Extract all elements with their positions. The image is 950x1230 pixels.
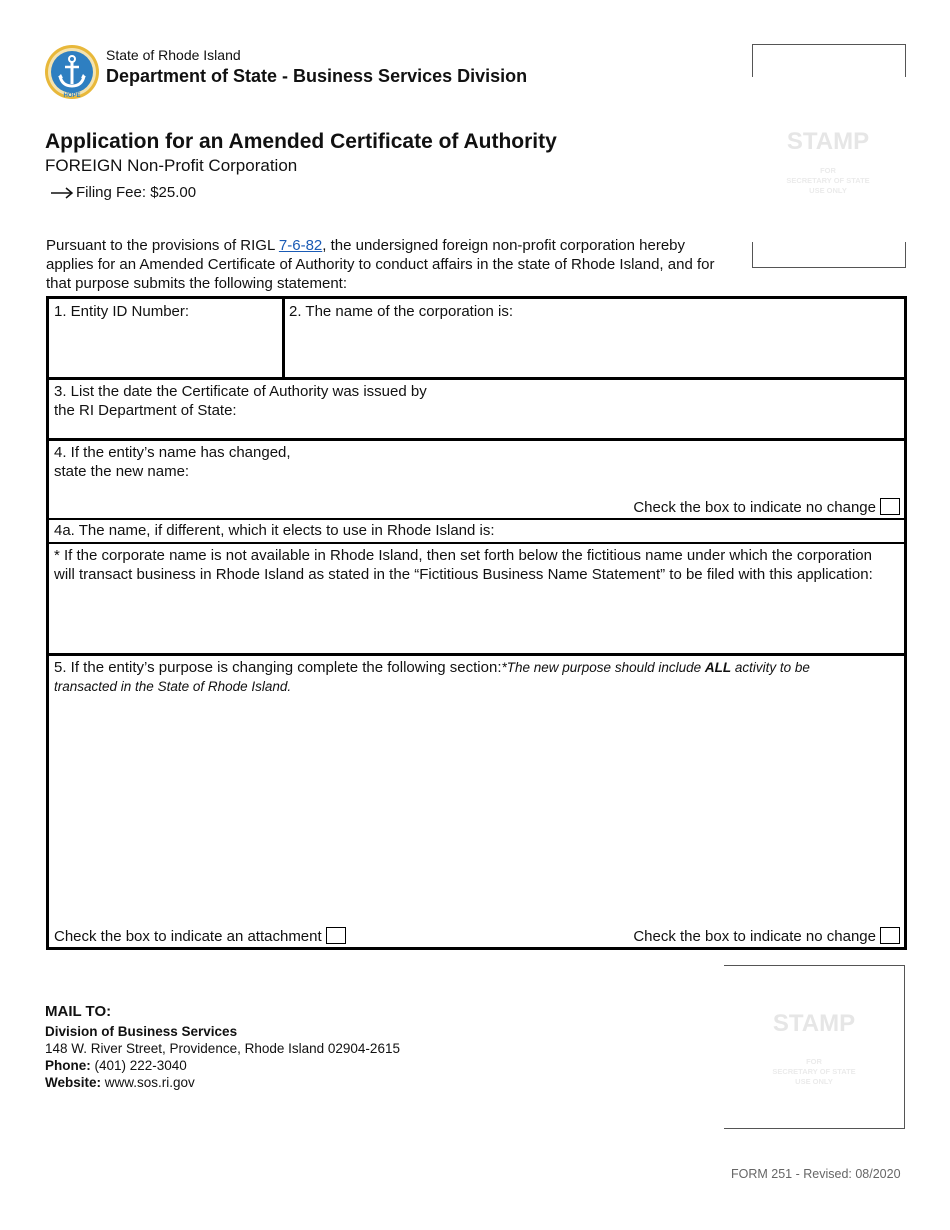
stamp-box-bottom-bracket — [752, 242, 906, 268]
stamp-line-2: SECRETARY OF STATE — [772, 1067, 856, 1076]
date-issued-line-2: the RI Department of State: — [54, 402, 237, 419]
stamp-use-only-note — [752, 166, 904, 196]
stamp-watermark-bottom: STAMP — [772, 1010, 856, 1037]
name-no-change-label: Check the box to indicate no change — [633, 499, 876, 516]
phone-line — [45, 1057, 400, 1074]
stamp-box-top-bracket — [752, 44, 906, 77]
corporation-name-label: 2. The name of the corporation is: — [289, 303, 514, 320]
form-number: FORM 251 - Revised: 08/2020 — [731, 1167, 901, 1181]
state-seal-logo — [44, 44, 100, 100]
stamp-use-only-note-bottom — [724, 1057, 904, 1087]
purpose-note — [502, 660, 810, 675]
stamp-box-bottom — [724, 965, 905, 1129]
purpose-label: 5. If the entity’s purpose is changing complete the following section: — [54, 659, 502, 676]
intro-text-start: Pursuant to the provisions of RIGL — [46, 237, 279, 254]
purpose-no-change-checkbox[interactable] — [880, 927, 900, 944]
divider — [49, 377, 904, 380]
mail-to-heading: MAIL TO: — [45, 1003, 112, 1020]
date-issued-label — [54, 382, 427, 420]
new-name-line-1: 4. If the entity’s name has changed, — [54, 444, 291, 461]
stamp-line-3: USE ONLY — [809, 186, 847, 195]
stamp-watermark: STAMP — [786, 128, 870, 155]
intro-text-end: , the undersigned foreign non-profit corporation hereby applies for an Amended Certificate of Authority to conduct affairs in the state of Rhode Island, and for that purpose submits the following statement: — [46, 237, 715, 292]
department-name: Department of State - Business Services Division — [106, 66, 528, 86]
divider — [49, 542, 904, 544]
filing-fee: Filing Fee: $25.00 — [76, 184, 197, 201]
rigl-statute-link[interactable]: 7-6-82 — [278, 237, 323, 254]
purpose-note-all: ALL — [704, 660, 732, 675]
date-issued-line-1: 3. List the date the Certificate of Authority was issued by — [54, 383, 427, 400]
filing-fee-line — [50, 184, 196, 201]
divider — [49, 653, 904, 656]
divider — [49, 438, 904, 441]
new-name-label — [54, 443, 291, 481]
website-line — [45, 1074, 400, 1091]
seal-motto-text: HOPE — [63, 93, 81, 99]
fictitious-name-note: * If the corporate name is not available in Rhode Island, then set forth below the fictitious name under which the corporation will transact business in Rhode Island as stated in the “Fictitious Business Name Statement” to be filed with this application: — [54, 547, 873, 583]
name-no-change-checkbox[interactable] — [880, 498, 900, 515]
form-title: Application for an Amended Certificate of Authority — [45, 130, 557, 153]
attachment-label: Check the box to indicate an attachment — [54, 928, 322, 945]
attachment-checkbox[interactable] — [326, 927, 346, 944]
ri-name-label: 4a. The name, if different, which it elects to use in Rhode Island is: — [54, 522, 495, 539]
state-name: State of Rhode Island — [106, 47, 241, 63]
stamp-line-1: FOR — [806, 1057, 822, 1066]
divider-vertical — [282, 299, 285, 377]
purpose-note-start: *The new purpose should include — [501, 660, 705, 675]
website-label: Website: — [45, 1075, 102, 1090]
application-form — [46, 296, 907, 950]
name-no-change-row — [633, 498, 900, 517]
attachment-row — [54, 927, 346, 946]
new-name-line-2: state the new name: — [54, 463, 190, 480]
entity-id-label: 1. Entity ID Number: — [54, 303, 190, 320]
website-url: www.sos.ri.gov — [101, 1075, 195, 1090]
form-subtitle: FOREIGN Non-Profit Corporation — [45, 156, 298, 175]
purpose-section-label — [54, 658, 894, 696]
street-address: 148 W. River Street, Providence, Rhode Island 02904-2615 — [45, 1041, 400, 1056]
divider — [49, 518, 904, 520]
purpose-no-change-row — [633, 927, 900, 946]
mailing-address-block — [45, 1023, 400, 1091]
stamp-line-1: FOR — [820, 166, 836, 175]
phone-number: (401) 222-3040 — [90, 1058, 187, 1073]
intro-paragraph — [46, 236, 736, 293]
purpose-no-change-label: Check the box to indicate no change — [633, 928, 876, 945]
stamp-line-2: SECRETARY OF STATE — [786, 176, 870, 185]
purpose-note-line-2: transacted in the State of Rhode Island. — [54, 679, 292, 694]
purpose-note-end: activity to be — [731, 660, 810, 675]
division-name: Division of Business Services — [45, 1024, 238, 1039]
phone-label: Phone: — [45, 1058, 91, 1073]
stamp-line-3: USE ONLY — [795, 1077, 833, 1086]
arrow-right-icon — [50, 187, 74, 199]
